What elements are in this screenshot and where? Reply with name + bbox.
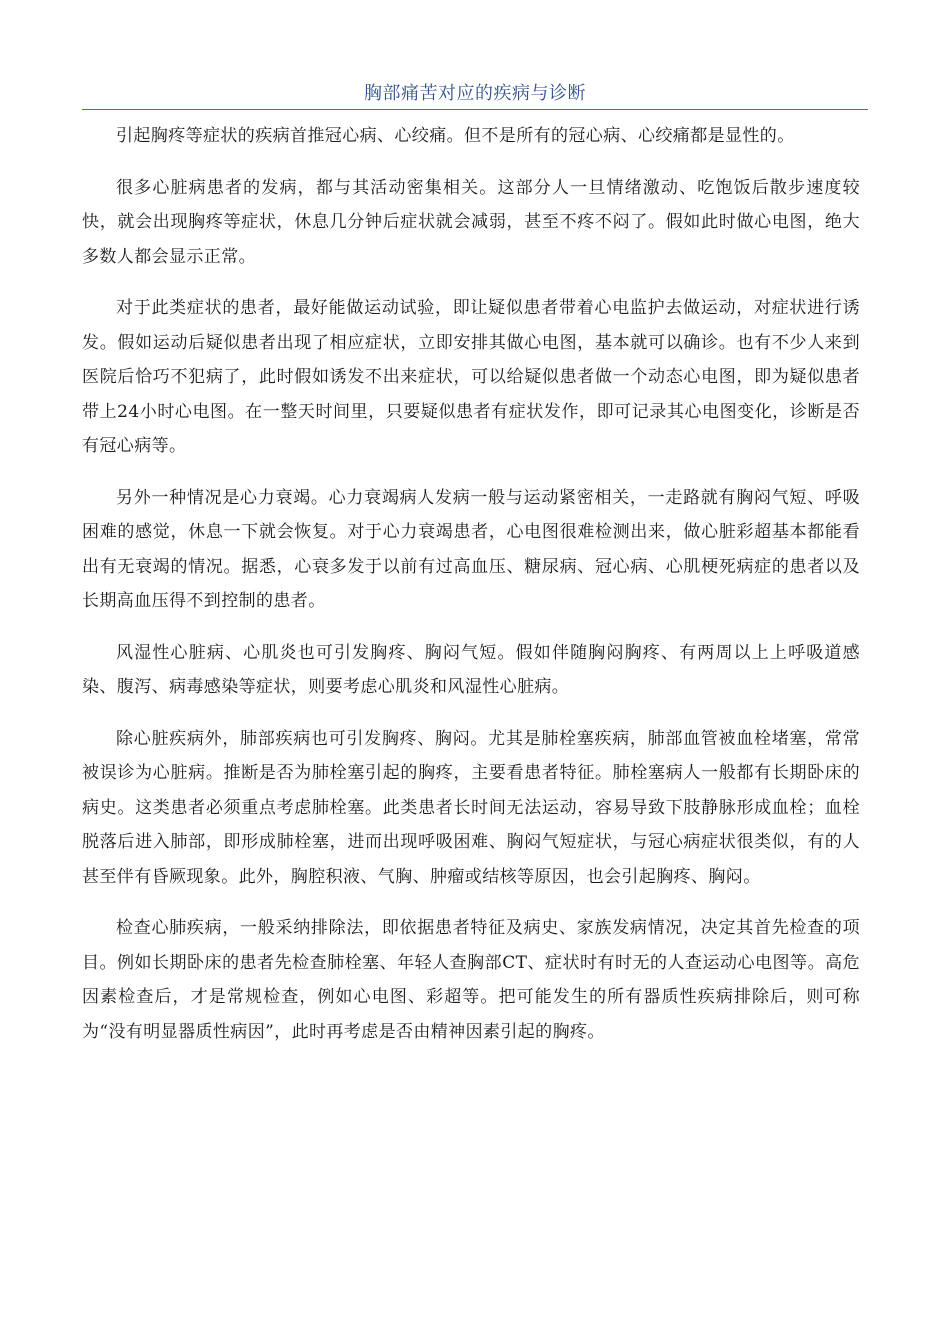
page-header	[82, 78, 868, 110]
paragraph-2: 很多心脏病患者的发病，都与其活动密集相关。这部分人一旦情绪激动、吃饱饭后散步速度较快，就会出现胸疼等症状，休息几分钟后症状就会减弱，甚至不疼不闷了。假如此时做心电图，绝大多数人都会显示正常。	[82, 177, 860, 267]
page-title: 胸部痛苦对应的疾病与诊断	[364, 83, 586, 104]
paragraph-1: 引起胸疼等症状的疾病首推冠心病、心绞痛。但不是所有的冠心病、心绞痛都是显性的。	[116, 126, 795, 146]
paragraph-6: 除心脏疾病外，肺部疾病也可引发胸疼、胸闷。尤其是肺栓塞疾病，肺部血管被血栓堵塞，常常被误诊为心脏病。推断是否为肺栓塞引起的胸疼，主要看患者特征。肺栓塞病人一般都有长期卧床的病史。这类患者必须重点考虑肺栓塞。此类患者长时间无法运动，容易导致下肢静脉形成血栓；血栓脱落后进入肺部，即形成肺栓塞，进而出现呼吸困难、胸闷气短症状，与冠心病症状很类似，有的人甚至伴有昏厥现象。此外，胸腔积液、气胸、肿瘤或结核等原因，也会引起胸疼、胸闷。	[82, 728, 860, 887]
paragraph-5: 风湿性心脏病、心肌炎也可引发胸疼、胸闷气短。假如伴随胸闷胸疼、有两周以上上呼吸道感染、腹泻、病毒感染等症状，则要考虑心肌炎和风湿性心脏病。	[82, 642, 860, 697]
paragraph-7: 检查心肺疾病，一般采纳排除法，即依据患者特征及病史、家族发病情况，决定其首先检查的项目。例如长期卧床的患者先检查肺栓塞、年轻人查胸部CT、症状时有时无的人查运动心电图等。高危因素检查后，才是常规检查，例如心电图、彩超等。把可能发生的所有器质性疾病排除后，则可称为“没有明显器质性病因”，此时再考虑是否由精神因素引起的胸疼。	[82, 918, 860, 1042]
paragraph-3: 对于此类症状的患者，最好能做运动试验，即让疑似患者带着心电监护去做运动，对症状进行诱发。假如运动后疑似患者出现了相应症状，立即安排其做心电图，基本就可以确诊。也有不少人来到医院后恰巧不犯病了，此时假如诱发不出来症状，可以给疑似患者做一个动态心电图，即为疑似患者带上24小时心电图。在一整天时间里，只要疑似患者有症状发作，即可记录其心电图变化，诊断是否有冠心病等。	[82, 298, 860, 456]
paragraph-4: 另外一种情况是心力衰竭。心力衰竭病人发病一般与运动紧密相关，一走路就有胸闷气短、呼吸困难的感觉，休息一下就会恢复。对于心力衰竭患者，心电图很难检测出来，做心脏彩超基本都能看出有无衰竭的情况。据悉，心衰多发于以前有过高血压、糖尿病、冠心病、心肌梗死病症的患者以及长期高血压得不到控制的患者。	[82, 487, 860, 611]
document-body	[82, 119, 860, 1066]
